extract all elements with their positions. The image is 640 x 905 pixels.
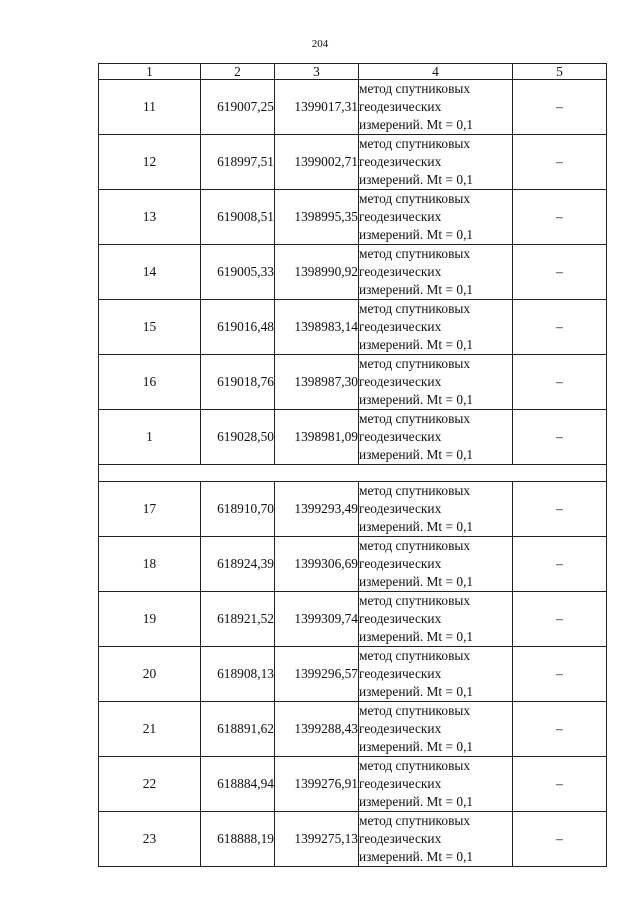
table-row bbox=[99, 812, 607, 867]
method-line: метод спутниковых bbox=[359, 648, 471, 663]
point-number: 14 bbox=[99, 245, 201, 300]
method-line: метод спутниковых bbox=[359, 813, 471, 828]
method-description bbox=[359, 482, 513, 537]
method-line: метод спутниковых bbox=[359, 593, 471, 608]
method-line: метод спутниковых bbox=[359, 356, 471, 371]
point-number: 11 bbox=[99, 80, 201, 135]
table-row bbox=[99, 80, 607, 135]
table-row bbox=[99, 592, 607, 647]
method-line: геодезических bbox=[359, 501, 442, 516]
coordinate-y: 1399275,13 bbox=[275, 812, 359, 867]
method-line: измерений. Mt = 0,1 bbox=[359, 337, 474, 352]
method-description bbox=[359, 300, 513, 355]
coordinate-y: 1399017,31 bbox=[275, 80, 359, 135]
point-number: 22 bbox=[99, 757, 201, 812]
coordinate-x: 618888,19 bbox=[201, 812, 275, 867]
method-line: измерений. Mt = 0,1 bbox=[359, 849, 474, 864]
point-number: 12 bbox=[99, 135, 201, 190]
coordinate-y: 1398981,09 bbox=[275, 410, 359, 465]
table-row bbox=[99, 647, 607, 702]
method-line: метод спутниковых bbox=[359, 301, 471, 316]
coordinate-x: 619018,76 bbox=[201, 355, 275, 410]
accuracy-dash: – bbox=[513, 702, 607, 757]
method-description bbox=[359, 190, 513, 245]
accuracy-dash: – bbox=[513, 190, 607, 245]
accuracy-dash: – bbox=[513, 355, 607, 410]
table-row bbox=[99, 355, 607, 410]
coordinate-x: 619016,48 bbox=[201, 300, 275, 355]
method-line: геодезических bbox=[359, 666, 442, 681]
coordinate-x: 618924,39 bbox=[201, 537, 275, 592]
method-line: метод спутниковых bbox=[359, 758, 471, 773]
accuracy-dash: – bbox=[513, 410, 607, 465]
table-row bbox=[99, 757, 607, 812]
coordinate-x: 619007,25 bbox=[201, 80, 275, 135]
header-cell-2: 2 bbox=[201, 64, 275, 80]
method-line: геодезических bbox=[359, 429, 442, 444]
accuracy-dash: – bbox=[513, 592, 607, 647]
coordinate-x: 618921,52 bbox=[201, 592, 275, 647]
method-line: метод спутниковых bbox=[359, 191, 471, 206]
point-number: 20 bbox=[99, 647, 201, 702]
header-cell-4: 4 bbox=[359, 64, 513, 80]
method-line: метод спутниковых bbox=[359, 81, 471, 96]
method-line: геодезических bbox=[359, 154, 442, 169]
accuracy-dash: – bbox=[513, 80, 607, 135]
point-number: 16 bbox=[99, 355, 201, 410]
method-line: геодезических bbox=[359, 99, 442, 114]
point-number: 21 bbox=[99, 702, 201, 757]
accuracy-dash: – bbox=[513, 245, 607, 300]
coordinate-x: 618997,51 bbox=[201, 135, 275, 190]
method-description bbox=[359, 245, 513, 300]
coordinate-y: 1399309,74 bbox=[275, 592, 359, 647]
accuracy-dash: – bbox=[513, 135, 607, 190]
coordinate-y: 1398995,35 bbox=[275, 190, 359, 245]
method-line: геодезических bbox=[359, 374, 442, 389]
coordinate-x: 618884,94 bbox=[201, 757, 275, 812]
accuracy-dash: – bbox=[513, 482, 607, 537]
method-line: метод спутниковых bbox=[359, 411, 471, 426]
coordinate-x: 618891,62 bbox=[201, 702, 275, 757]
coordinate-y: 1399002,71 bbox=[275, 135, 359, 190]
point-number: 15 bbox=[99, 300, 201, 355]
method-line: метод спутниковых bbox=[359, 136, 471, 151]
method-description bbox=[359, 702, 513, 757]
method-description bbox=[359, 592, 513, 647]
table-row bbox=[99, 245, 607, 300]
method-line: измерений. Mt = 0,1 bbox=[359, 629, 474, 644]
point-number: 13 bbox=[99, 190, 201, 245]
method-line: метод спутниковых bbox=[359, 703, 471, 718]
table-row bbox=[99, 410, 607, 465]
method-line: геодезических bbox=[359, 611, 442, 626]
header-cell-5: 5 bbox=[513, 64, 607, 80]
table-body bbox=[99, 64, 607, 867]
coordinate-y: 1398990,92 bbox=[275, 245, 359, 300]
table-row bbox=[99, 300, 607, 355]
method-description bbox=[359, 647, 513, 702]
method-line: измерений. Mt = 0,1 bbox=[359, 447, 474, 462]
coordinate-x: 619008,51 bbox=[201, 190, 275, 245]
method-description bbox=[359, 812, 513, 867]
coordinate-y: 1399293,49 bbox=[275, 482, 359, 537]
coordinate-y: 1399276,91 bbox=[275, 757, 359, 812]
accuracy-dash: – bbox=[513, 757, 607, 812]
method-line: геодезических bbox=[359, 209, 442, 224]
method-line: метод спутниковых bbox=[359, 246, 471, 261]
method-line: метод спутниковых bbox=[359, 538, 471, 553]
accuracy-dash: – bbox=[513, 647, 607, 702]
coordinate-x: 619028,50 bbox=[201, 410, 275, 465]
method-description bbox=[359, 80, 513, 135]
method-line: измерений. Mt = 0,1 bbox=[359, 739, 474, 754]
method-line: измерений. Mt = 0,1 bbox=[359, 172, 474, 187]
table-row bbox=[99, 702, 607, 757]
table-row bbox=[99, 190, 607, 245]
method-line: метод спутниковых bbox=[359, 483, 471, 498]
table-row bbox=[99, 537, 607, 592]
method-description bbox=[359, 355, 513, 410]
point-number: 23 bbox=[99, 812, 201, 867]
method-description bbox=[359, 757, 513, 812]
method-line: измерений. Mt = 0,1 bbox=[359, 574, 474, 589]
method-line: измерений. Mt = 0,1 bbox=[359, 684, 474, 699]
method-line: геодезических bbox=[359, 831, 442, 846]
coordinate-y: 1399288,43 bbox=[275, 702, 359, 757]
header-row bbox=[99, 64, 607, 80]
point-number: 1 bbox=[99, 410, 201, 465]
table-row bbox=[99, 482, 607, 537]
coordinate-y: 1399296,57 bbox=[275, 647, 359, 702]
point-number: 19 bbox=[99, 592, 201, 647]
point-number: 18 bbox=[99, 537, 201, 592]
coordinate-y: 1398983,14 bbox=[275, 300, 359, 355]
coordinate-x: 618908,13 bbox=[201, 647, 275, 702]
method-line: геодезических bbox=[359, 776, 442, 791]
method-line: геодезических bbox=[359, 721, 442, 736]
method-line: геодезических bbox=[359, 556, 442, 571]
method-line: геодезических bbox=[359, 264, 442, 279]
coordinate-x: 619005,33 bbox=[201, 245, 275, 300]
method-line: измерений. Mt = 0,1 bbox=[359, 117, 474, 132]
method-line: геодезических bbox=[359, 319, 442, 334]
method-line: измерений. Mt = 0,1 bbox=[359, 519, 474, 534]
accuracy-dash: – bbox=[513, 812, 607, 867]
coordinate-y: 1398987,30 bbox=[275, 355, 359, 410]
accuracy-dash: – bbox=[513, 300, 607, 355]
method-description bbox=[359, 537, 513, 592]
point-number: 17 bbox=[99, 482, 201, 537]
accuracy-dash: – bbox=[513, 537, 607, 592]
method-line: измерений. Mt = 0,1 bbox=[359, 794, 474, 809]
method-line: измерений. Mt = 0,1 bbox=[359, 282, 474, 297]
coordinate-y: 1399306,69 bbox=[275, 537, 359, 592]
separator-cell bbox=[99, 465, 607, 482]
method-line: измерений. Mt = 0,1 bbox=[359, 392, 474, 407]
table-row bbox=[99, 135, 607, 190]
method-line: измерений. Mt = 0,1 bbox=[359, 227, 474, 242]
coordinate-x: 618910,70 bbox=[201, 482, 275, 537]
separator-row bbox=[99, 465, 607, 482]
coordinates-table bbox=[98, 63, 607, 867]
header-cell-3: 3 bbox=[275, 64, 359, 80]
method-description bbox=[359, 135, 513, 190]
header-cell-1: 1 bbox=[99, 64, 201, 80]
page-number: 204 bbox=[311, 38, 329, 50]
method-description bbox=[359, 410, 513, 465]
